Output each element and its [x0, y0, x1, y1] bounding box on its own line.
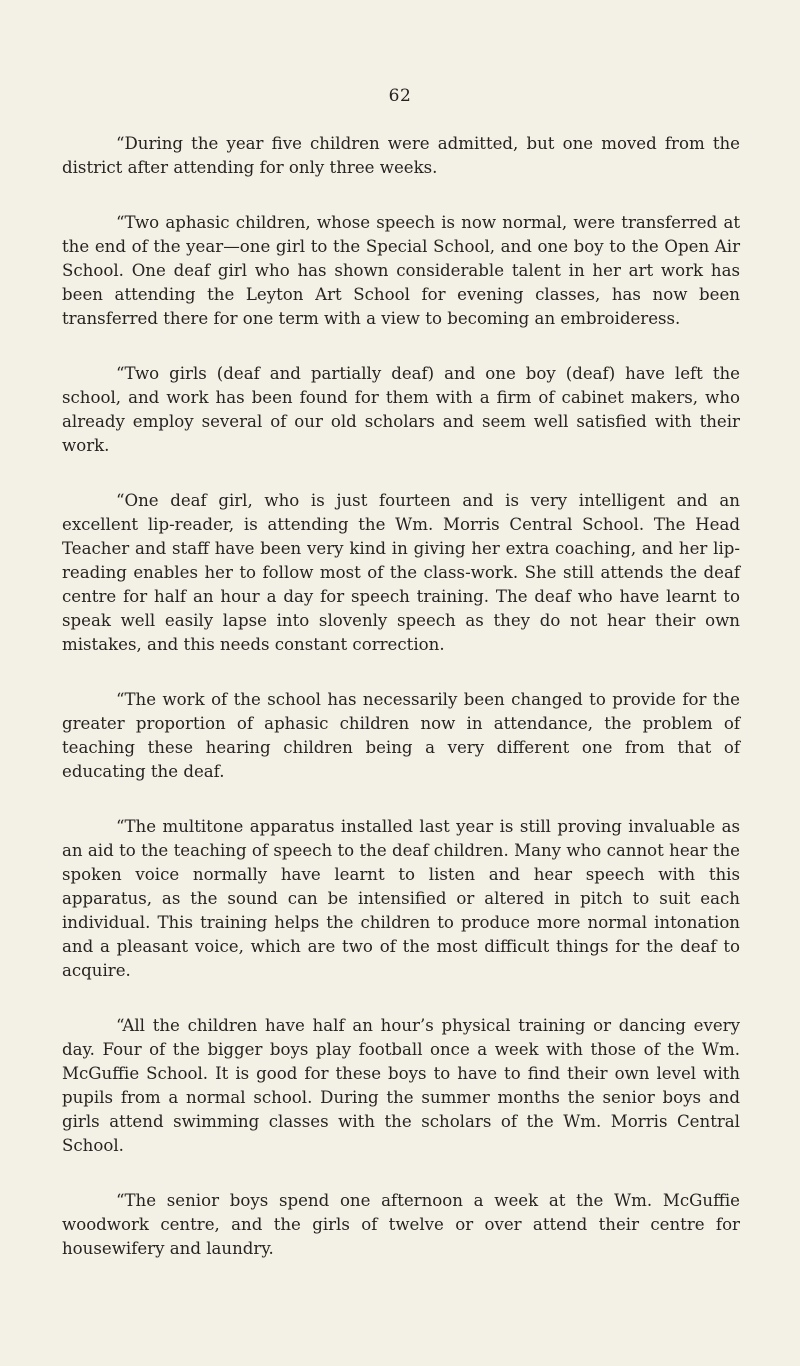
paragraph-employment: “Two girls (deaf and partially deaf) and one boy (deaf) have left the school, and work has been found for them with a firm of cabinet makers, who already employ several of our old scholars and seem well satisfied with their work.	[62, 364, 740, 455]
paragraph-admissions: “During the year five children were admitted, but one moved from the district after attending for only three weeks.	[62, 134, 740, 177]
paragraph-physical-training: “All the children have half an hour’s physical training or dancing every day. Four of the bigger boys play football once a week with those of the Wm. McGuffie School. It is good for these boys to have to find their own level with pupils from a normal school. During the summer months the senior boys and girls attend swimming classes with the scholars of the Wm. Morris Central School.	[62, 1016, 740, 1155]
page-number: 62	[388, 86, 412, 106]
paragraph-aphasic-transfers: “Two aphasic children, whose speech is now normal, were transferred at the end of the year—one girl to the Special School, and one boy to the Open Air School. One deaf girl who has shown considerable talent in her art work has been attending the Leyton Art School for evening classes, has now been transferred there for one term with a view to becoming an embroideress.	[62, 213, 740, 328]
paragraph-woodwork-housewifery: “The senior boys spend one afternoon a week at the Wm. McGuffie woodwork centre, and the girls of twelve or over attend their centre for housewifery and laundry.	[62, 1191, 740, 1258]
paragraph-lip-reader: “One deaf girl, who is just fourteen and is very intelligent and an excellent lip-reader, is attending the Wm. Morris Central School. The Head Teacher and staff have been very kind in giving her extra coaching, and her lip-reading enables her to follow most of the class-work. She still attends the deaf centre for half an hour a day for speech training. The deaf who have learnt to speak well easily lapse into slovenly speech as they do not hear their own mistakes, and this needs constant correction.	[62, 491, 740, 654]
paragraph-multitone-apparatus: “The multitone apparatus installed last year is still proving invaluable as an aid to the teaching of speech to the deaf children. Many who cannot hear the spoken voice normally have learnt to listen and hear speech with this apparatus, as the sound can be intensified or altered in pitch to suit each individual. This training helps the children to produce more normal intonation and a pleasant voice, which are two of the most difficult things for the deaf to acquire.	[62, 817, 740, 980]
document-body	[62, 132, 740, 1292]
paragraph-school-work-changed: “The work of the school has necessarily been changed to provide for the greater proportion of aphasic children now in attendance, the problem of teaching these hearing children being a very different one from that of educating the deaf.	[62, 690, 740, 781]
